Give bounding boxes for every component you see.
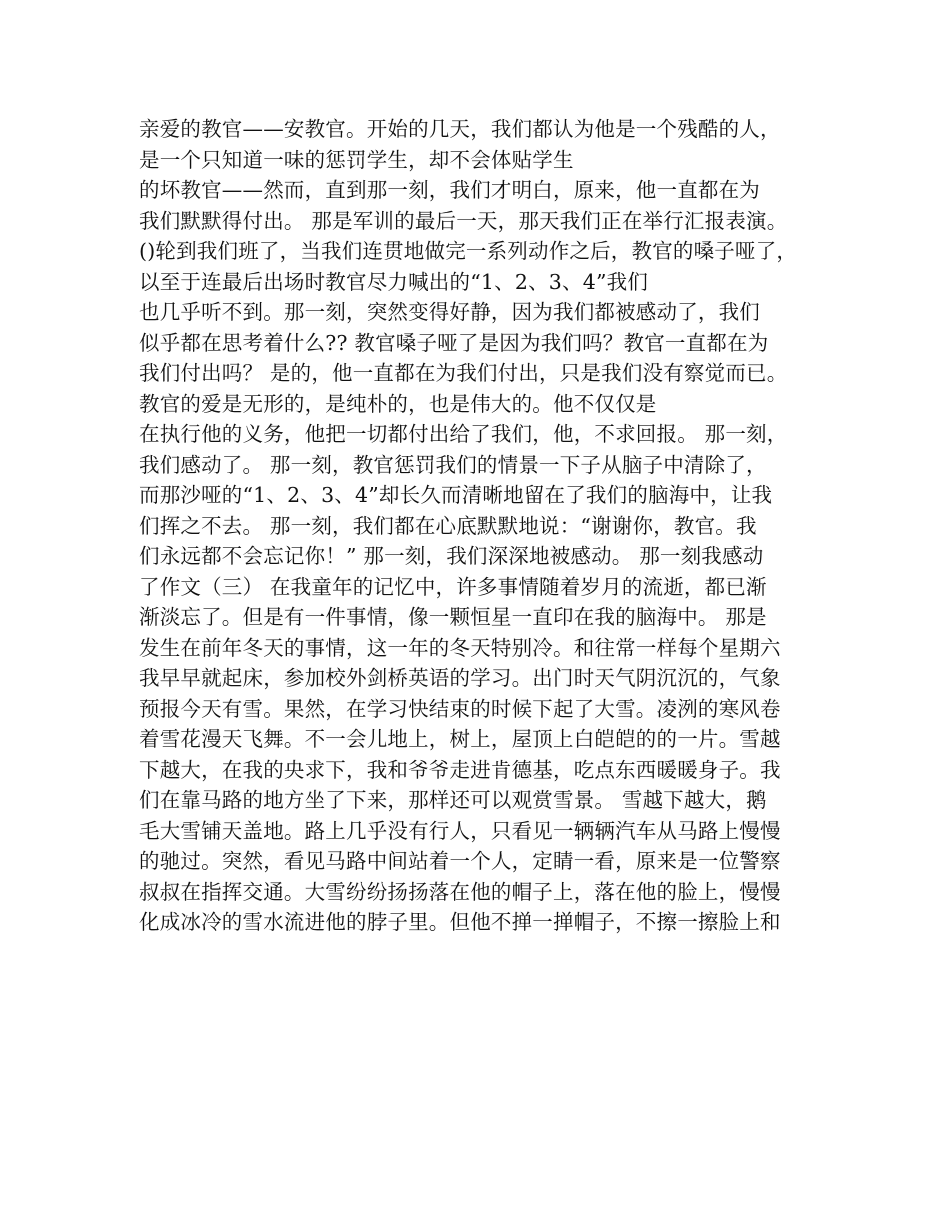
text-line: 们永远都不会忘记你！” 那一刻，我们深深地被感动。 那一刻我感动 — [139, 544, 764, 568]
text-line: 叔叔在指挥交通。大雪纷纷扬扬落在他的帽子上，落在他的脸上，慢慢 — [139, 879, 781, 904]
text-line: 教官的爱是无形的，是纯朴的，也是伟大的。他不仅仅是 — [139, 391, 657, 416]
text-line: 我们默默得付出。 那是军训的最后一天，那天我们正在举行汇报表演。 — [139, 208, 788, 233]
text-line: 渐淡忘了。但是有一件事情，像一颗恒星一直印在我的脑海中。 那是 — [139, 605, 767, 629]
text-line: 亲爱的教官——安教官。开始的几天，我们都认为他是一个残酷的人， — [139, 117, 781, 141]
text-line: 了作文（三） 在我童年的记忆中，许多事情随着岁月的流逝，都已渐 — [139, 574, 767, 599]
text-line: 化成冰冷的雪水流进他的脖子里。但他不掸一掸帽子，不擦一擦脸上和 — [139, 910, 781, 934]
text-line: 着雪花漫天飞舞。不一会儿地上，树上，屋顶上白皑皑的的一片。雪越 — [139, 727, 781, 751]
essay-text — [139, 114, 839, 938]
text-line: 也几乎听不到。那一刻，突然变得好静，因为我们都被感动了，我们 — [139, 300, 760, 324]
text-line: 的坏教官——然而，直到那一刻，我们才明白，原来，他一直都在为 — [139, 178, 760, 202]
text-line: 我们感动了。 那一刻，教官惩罚我们的情景一下子从脑子中清除了， — [139, 452, 767, 477]
text-line: 以至于连最后出场时教官尽力喊出的“1、2、3、4”我们 — [139, 269, 649, 294]
text-line: 而那沙哑的“1、2、3、4”却长久而清晰地留在了我们的脑海中，让我 — [139, 483, 773, 507]
text-line: 我们付出吗？ 是的，他一直都在为我们付出，只是我们没有察觉而已。 — [139, 361, 788, 385]
text-line: 是一个只知道一味的惩罚学生，却不会体贴学生 — [139, 147, 574, 172]
text-line: 们挥之不去。 那一刻，我们都在心底默默地说：“谢谢你，教官。我 — [139, 513, 757, 538]
text-line: 在执行他的义务，他把一切都付出给了我们，他，不求回报。 那一刻， — [139, 422, 788, 446]
text-line: 我早早就起床，参加校外剑桥英语的学习。出门时天气阴沉沉的，气象 — [139, 666, 781, 690]
text-line: 预报今天有雪。果然，在学习快结束的时候下起了大雪。凌洌的寒风卷 — [139, 696, 781, 721]
text-line: ()轮到我们班了，当我们连贯地做完一系列动作之后，教官的嗓子哑了， — [139, 239, 798, 263]
text-line: 毛大雪铺天盖地。路上几乎没有行人，只看见一辆辆汽车从马路上慢慢 — [139, 818, 781, 843]
text-line: 的驰过。突然，看见马路中间站着一个人，定睛一看，原来是一位警察 — [139, 849, 781, 873]
text-line: 似乎都在思考着什么?? 教官嗓子哑了是因为我们吗？教官一直都在为 — [139, 330, 769, 355]
text-line: 们在靠马路的地方坐了下来，那样还可以观赏雪景。 雪越下越大，鹅 — [139, 788, 767, 812]
text-line: 下越大，在我的央求下，我和爷爷走进肯德基，吃点东西暖暖身子。我 — [139, 757, 781, 782]
text-line: 发生在前年冬天的事情，这一年的冬天特别冷。和往常一样每个星期六 — [139, 635, 781, 660]
